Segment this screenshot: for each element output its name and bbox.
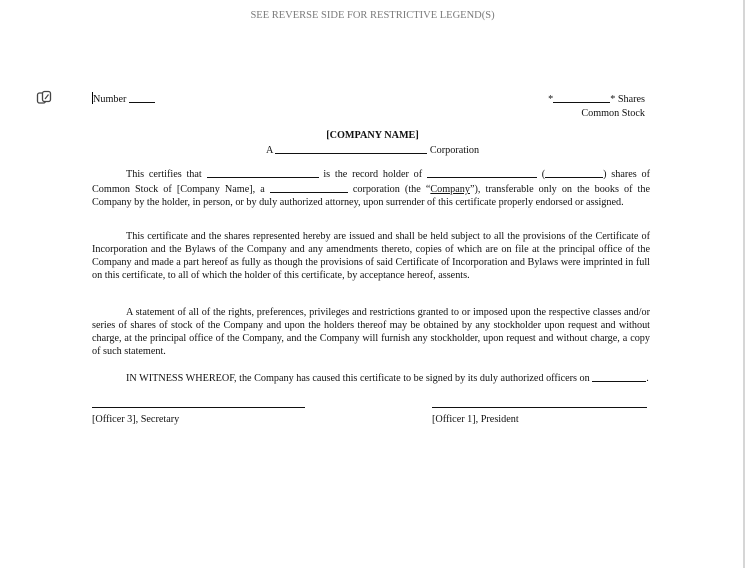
p1-text-2: is the record holder of — [323, 169, 423, 180]
paragraph-statement — [92, 306, 650, 358]
corporation-article: A — [265, 145, 273, 156]
signature-line-left — [92, 407, 305, 408]
company-name-heading: [COMPANY NAME] — [326, 130, 419, 141]
certificate-number[interactable] — [92, 91, 155, 106]
corporation-suffix: Corporation — [429, 145, 480, 156]
stock-type: Common Stock — [581, 108, 645, 119]
paragraph-provisions — [92, 230, 650, 282]
state-blank — [275, 142, 427, 154]
shares-number-blank — [545, 166, 603, 178]
signature-line-right — [432, 407, 647, 408]
p2-text: This certificate and the shares represented hereby are issued and shall be held subject to all the provisions of the Certificate of Incorporation and the Bylaws of the Company and any amendments thereto, copies of which are on file at the principal office of the Company and made a part hereof as fully as though the provisions of said Certificate of Incorporation and Bylaws were imprinted in full on this certificate, to all of which the holder of this certificate, by acceptance hereof, assents. — [92, 231, 650, 281]
p1-text-4: ) shares of Common Stock of [Company Name], a — [92, 169, 651, 195]
company-defined-term: Company — [430, 184, 470, 195]
state-of-incorp-blank — [270, 181, 348, 193]
shares-words-blank — [427, 166, 537, 178]
shares-block — [548, 91, 645, 120]
corporation-line — [0, 142, 745, 157]
copilot-icon[interactable] — [36, 90, 52, 106]
p4-end: . — [646, 373, 649, 384]
number-blank — [129, 91, 155, 103]
paragraph-certifies — [92, 166, 650, 209]
shares-label: * Shares — [610, 94, 645, 105]
paragraph-witness — [92, 370, 650, 385]
signature-president — [432, 407, 647, 426]
shares-line — [548, 91, 645, 106]
p4-text: IN WITNESS WHEREOF, the Company has caused this certificate to be signed by its duly authorized officers on — [126, 373, 590, 384]
secretary-label: [Officer 3], Secretary — [92, 414, 180, 425]
shares-blank — [553, 91, 610, 103]
p1-text-1: This certifies that — [126, 169, 202, 180]
p3-text: A statement of all of the rights, preferences, privileges and restrictions granted to or imposed upon the respective classes and/or series of shares of stock of the Company and upon the holders thereof may be obtained by any stockholder upon request and without charge, at the principal office of the Company, and the Company will furnish any stockholder, upon request and without charge, a copy of such statement. — [92, 307, 650, 357]
restrictive-legend-header: SEE REVERSE SIDE FOR RESTRICTIVE LEGEND(S) — [250, 10, 495, 21]
president-label: [Officer 1], President — [432, 414, 519, 425]
signature-secretary — [92, 407, 305, 426]
holder-blank — [207, 166, 319, 178]
p1-text-5: corporation (the “ — [352, 184, 431, 195]
p1-text-6: ”), transferable only on the books of the Company by the holder, in person, or by duly authorized attorney, upon surrender of this certificate properly endorsed or assigned. — [92, 184, 651, 208]
date-blank — [592, 370, 646, 382]
p1-text-3: ( — [541, 169, 546, 180]
number-label: Number — [93, 94, 127, 105]
shares-star: * — [548, 94, 554, 105]
